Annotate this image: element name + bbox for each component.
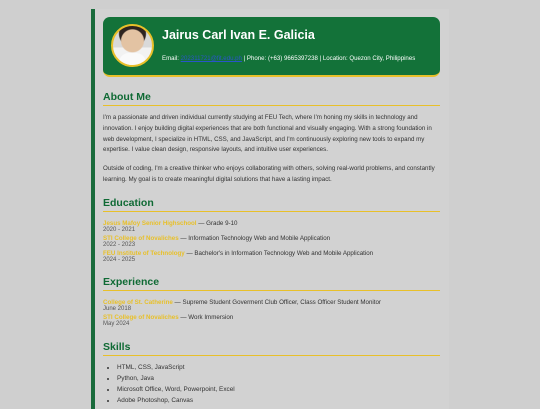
- skill-item: • Microsoft Office, Word, Powerpoint, Excel: [117, 384, 235, 395]
- email-label: Email:: [162, 55, 179, 62]
- education-detail: — Bachelor's in Information Technology Web and Mobile Application: [186, 250, 374, 257]
- education-date: 2022 - 2023: [103, 242, 136, 248]
- education-institution: FEU Institute of Technology: [103, 250, 185, 257]
- skills-list: [103, 362, 235, 406]
- education-date: 2024 - 2025: [103, 257, 136, 263]
- contact-line: [162, 55, 415, 62]
- avatar: [111, 24, 154, 67]
- experience-detail: — Work Immersion: [180, 314, 234, 321]
- profile-name: Jairus Carl Ivan E. Galicia: [162, 28, 315, 42]
- education-date: 2020 - 2021: [103, 227, 136, 233]
- about-heading: About Me: [103, 91, 440, 106]
- education-item: [103, 235, 330, 249]
- education-institution: Jesus Mafoy Senior Highschool: [103, 220, 197, 227]
- education-detail: — Information Technology Web and Mobile Application: [180, 235, 331, 242]
- about-paragraph-2: Outside of coding, I'm a creative thinker who enjoys collaborating with others, solving real-world problems, and constantly learning. My goal is to create meaningful digital solutions that have a lasting impact.: [103, 165, 435, 183]
- experience-date: June 2018: [103, 306, 132, 312]
- location-text: | Location: Quezon City, Philippines: [319, 55, 416, 62]
- email-link[interactable]: 202311721@fit.edu.ph: [180, 55, 242, 62]
- education-detail: — Grade 9-10: [198, 220, 238, 227]
- skill-item: • HTML, CSS, JavaScript: [117, 362, 235, 373]
- experience-detail: — Supreme Student Goverment Club Officer, Class Officer Student Monitor: [174, 299, 381, 306]
- about-paragraph-1: I'm a passionate and driven individual currently studying at FEU Tech, where I'm honing my skills in technology and innovation. I enjoy building digital experiences that are both functional and visually engaging. With a strong foundation in web development, I specialize in HTML, CSS, and JavaScript, and I'm continuously exploring new tools to expand my expertise. I value clean design, responsive layouts, and intuitive user experiences.: [103, 114, 432, 154]
- experience-date: May 2024: [103, 321, 130, 327]
- skill-item: • Python, Java: [117, 373, 235, 384]
- experience-heading: Experience: [103, 276, 440, 291]
- education-institution: STI College of Novaliches: [103, 235, 179, 242]
- experience-organization: STI College of Novaliches: [103, 314, 179, 321]
- profile-header: [103, 17, 440, 77]
- experience-item: [103, 299, 381, 313]
- education-heading: Education: [103, 197, 440, 212]
- resume-page: [91, 9, 449, 409]
- skills-heading: Skills: [103, 341, 440, 356]
- skill-item: • Adobe Photoshop, Canvas: [117, 395, 235, 406]
- education-item: [103, 250, 373, 264]
- phone-text: | Phone: (+63) 9665397238: [243, 55, 318, 62]
- experience-organization: College of St. Catherine: [103, 299, 173, 306]
- education-item: [103, 220, 237, 234]
- experience-item: [103, 314, 233, 328]
